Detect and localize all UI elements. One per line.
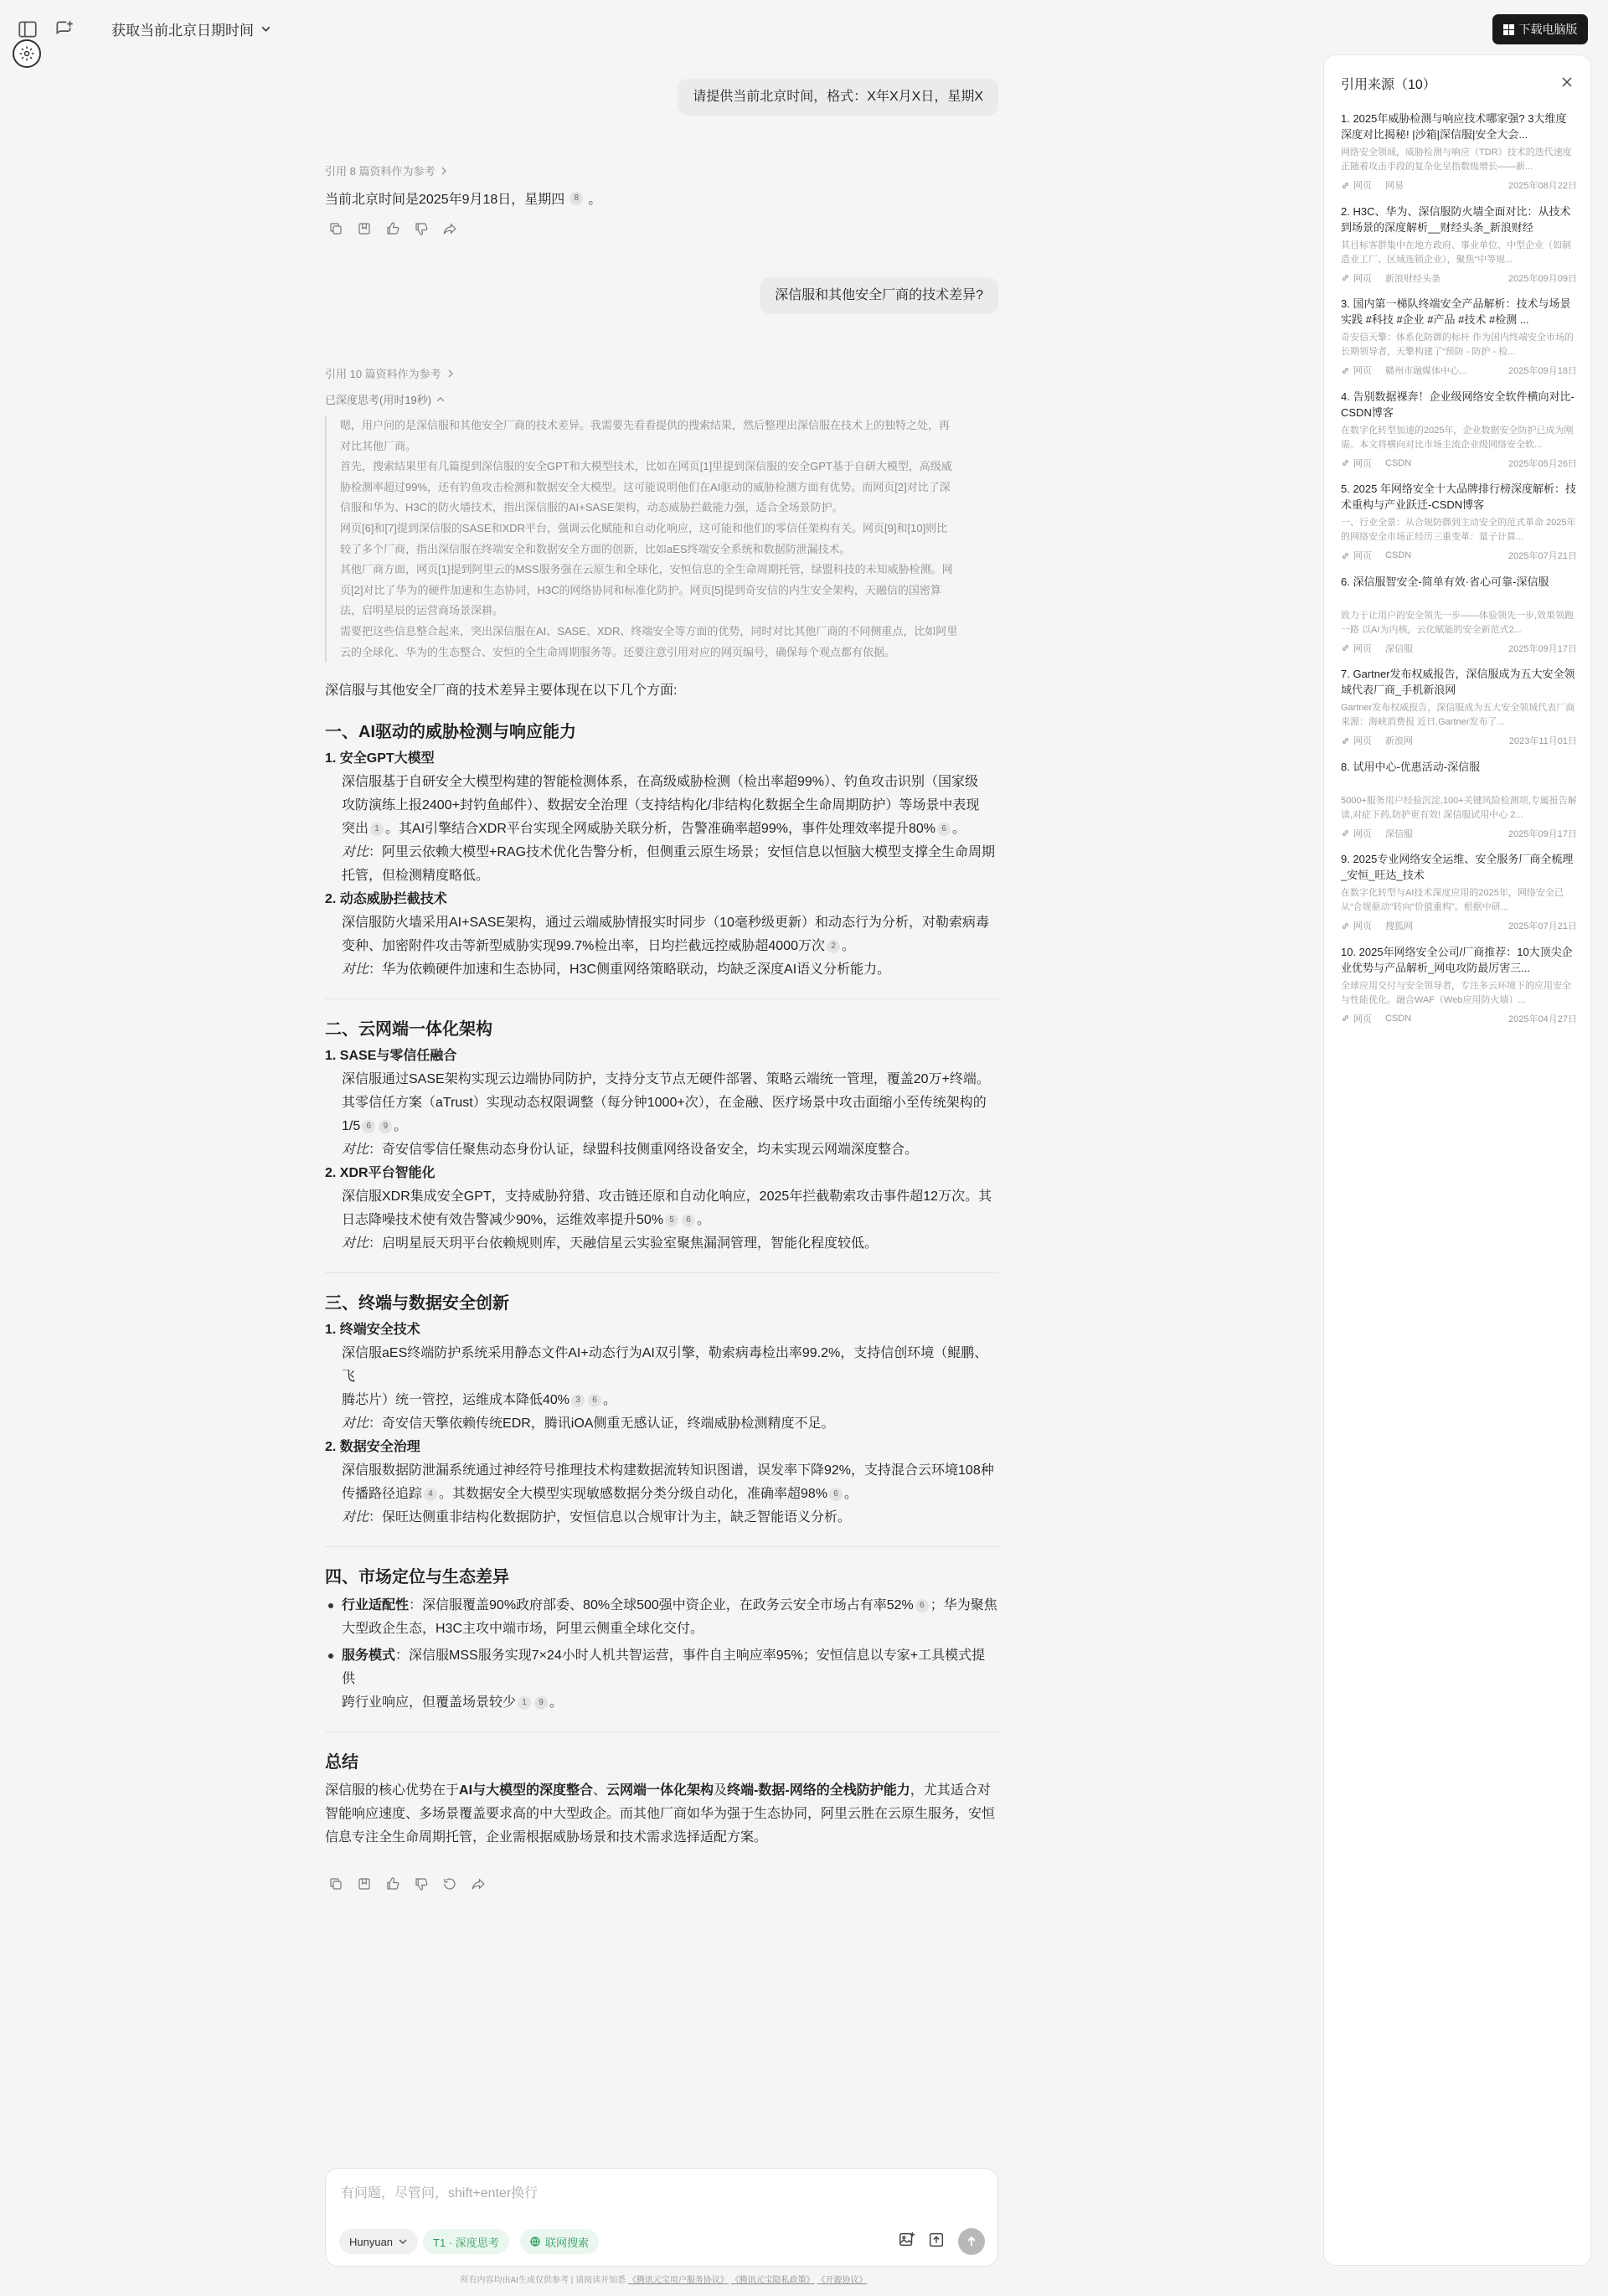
thinking-line: 其他厂商方面，网页[1]提到阿里云的MSS服务强在云原生和全球化，安恒信息的全生命周期托管，绿盟科技的未知威胁检测。网 bbox=[340, 563, 953, 576]
citation-badge[interactable]: 9 bbox=[379, 1120, 392, 1133]
references-toggle-1[interactable] bbox=[325, 163, 448, 178]
source-title[interactable]: 6. 深信服智安全-简单有效·省心可靠-深信服 bbox=[1341, 575, 1549, 588]
footer-disclaimer bbox=[0, 2273, 1327, 2285]
bookmark-icon[interactable] bbox=[357, 221, 374, 238]
item-text: 深信服数据防泄漏系统通过神经符号推理技术构建数据流转知识图谱，误发率下降92%，支持混合云环境108种 bbox=[342, 1463, 994, 1478]
link-icon bbox=[1341, 1014, 1353, 1023]
source-title[interactable]: 2. H3C、华为、深信服防火墙全面对比：从技术到场景的深度解析__财经头条_新浪财经 bbox=[1341, 204, 1571, 234]
windows-icon bbox=[1503, 24, 1514, 35]
download-desktop-button[interactable] bbox=[1492, 14, 1588, 44]
assistant-answer-2 bbox=[325, 679, 998, 1850]
source-site: 深信服 bbox=[1385, 643, 1413, 654]
source-date: 2025年05月26日 bbox=[1508, 458, 1577, 469]
section-heading: 三、终端与数据安全创新 bbox=[325, 1294, 509, 1313]
link-icon bbox=[1341, 273, 1353, 282]
source-meta bbox=[1341, 827, 1577, 840]
link-icon bbox=[1341, 458, 1353, 467]
source-type: 网页 bbox=[1353, 643, 1372, 654]
item-text: 深信服防火墙采用AI+SASE架构，通过云端威胁情报实时同步（10毫秒级更新）和动态行为分析，对勒索病毒 bbox=[342, 916, 989, 930]
source-date: 2025年09月09日 bbox=[1508, 273, 1577, 284]
section-heading: 总结 bbox=[325, 1753, 358, 1772]
citation-badge[interactable]: 5 bbox=[665, 1214, 678, 1227]
settings-gear-icon[interactable] bbox=[13, 39, 41, 68]
thinking-line: 需要把这些信息整合起来，突出深信服在AI、SASE、XDR、终端安全等方面的优势，同时对比其他厂商的不同侧重点，比如阿里 bbox=[340, 624, 958, 637]
model-selector[interactable] bbox=[339, 2229, 418, 2254]
source-site: 赣州市融媒体中心... bbox=[1385, 366, 1467, 376]
citation-badge[interactable]: 6 bbox=[915, 1599, 929, 1612]
references-label: 引用 10 篇资料作为参考 bbox=[325, 368, 441, 380]
opensource-link[interactable]: 《开源协议》 bbox=[817, 2276, 868, 2285]
item-heading: 2. XDR平台智能化 bbox=[325, 1166, 436, 1180]
bullet-item: 服务模式：深信服MSS服务实现7×24小时人机共智运营，事件自主响应率95%；安恒信息以专家+工具模式提供 跨行业响应，但覆盖场景较少 1 9 。 bbox=[325, 1644, 998, 1715]
download-label: 下载电脑版 bbox=[1518, 23, 1578, 36]
file-upload-icon[interactable] bbox=[927, 2231, 947, 2251]
chevron-right-icon bbox=[440, 167, 448, 175]
item-text: 日志降噪技术使有效告警减少90%，运维效率提升50% 5 6 。 bbox=[342, 1213, 711, 1227]
top-bar bbox=[0, 0, 1608, 60]
chevron-up-icon bbox=[436, 395, 445, 404]
citation-badge[interactable]: 6 bbox=[588, 1394, 601, 1407]
share-icon[interactable] bbox=[471, 1876, 487, 1893]
source-date: 2025年09月18日 bbox=[1508, 366, 1577, 376]
source-snippet: 致力于让用户的安全领先一步——体验领先一步,效果领跑一路 以AI为内核，云化赋能的安全新范式2... bbox=[1341, 610, 1574, 635]
thumbs-down-icon[interactable] bbox=[414, 221, 430, 238]
source-meta bbox=[1341, 364, 1577, 377]
section-divider bbox=[325, 1272, 998, 1273]
sources-title: 引用来源（10） bbox=[1341, 78, 1436, 92]
source-item[interactable] bbox=[1341, 481, 1577, 562]
citation-badge[interactable]: 8 bbox=[570, 192, 583, 205]
comparison-text: 对比：华为依赖硬件加速和生态协同，H3C侧重网络策略联动，均缺乏深度AI语义分析能力。 bbox=[342, 962, 891, 977]
regenerate-icon[interactable] bbox=[442, 1876, 459, 1893]
thinking-line: 胁检测率超过99%，还有钓鱼攻击检测和数据安全大模型。这可能说明他们在AI驱动的威胁检测方面有优势。而网页[2]对比了深 bbox=[340, 480, 951, 493]
source-type: 网页 bbox=[1353, 551, 1372, 561]
sources-panel bbox=[1323, 54, 1591, 2266]
thinking-line: 较了多个厂商，指出深信服在终端安全和数据安全方面的创新，比如aES终端安全系统和数据防泄漏技术。 bbox=[340, 542, 851, 555]
source-item[interactable] bbox=[1341, 389, 1577, 470]
item-text: 深信服基于自研安全大模型构建的智能检测体系，在高级威胁检测（检出率超99%）、钓鱼攻击识别（国家级 bbox=[342, 775, 979, 789]
image-upload-icon[interactable] bbox=[898, 2231, 918, 2251]
thinking-line: 网页[6]和[7]提到深信服的SASE和XDR平台，强调云化赋能和自动化响应，这可能和他们的零信任架构有关。网页[9]和[10]则比 bbox=[340, 521, 948, 534]
item-text: 其零信任方案（aTrust）实现动态权限调整（每分钟1000+次），在金融、医疗场景中攻击面缩小至传统架构的 bbox=[342, 1096, 987, 1110]
answer-actions-1 bbox=[328, 221, 459, 238]
link-icon bbox=[1341, 736, 1353, 746]
thinking-line: 云的全球化、华为的生态整合、安恒的全生命周期服务等。还要注意引用对应的网页编号，确保每个观点都有依据。 bbox=[340, 645, 896, 658]
item-text: 腾芯片）统一管控，运维成本降低40% 3 6 。 bbox=[342, 1393, 617, 1407]
disclaimer-text: 所有内容均由AI生成仅供参考 | 请阅读并知悉 bbox=[460, 2276, 626, 2285]
terms-link[interactable]: 《腾讯元宝用户服务协议》 bbox=[627, 2276, 729, 2285]
item-text: 传播路径追踪 4 。其数据安全大模型实现敏感数据分类分级自动化，准确率超98% 6 。 bbox=[342, 1487, 858, 1501]
citation-badge[interactable]: 6 bbox=[362, 1120, 375, 1133]
source-type: 网页 bbox=[1353, 366, 1372, 376]
source-type: 网页 bbox=[1353, 458, 1372, 469]
chevron-right-icon bbox=[446, 369, 455, 378]
source-snippet: 5000+服务用户经验沉淀,100+关键风险检测项,专属报告解读,对症下药,防护更有效! 深信服试用中心 2... bbox=[1341, 795, 1577, 820]
comparison-text: 托管，但检测精度略低。 bbox=[342, 869, 490, 883]
web-search-label: 联网搜索 bbox=[545, 2236, 590, 2249]
send-button[interactable] bbox=[958, 2228, 985, 2255]
references-toggle-2[interactable] bbox=[325, 365, 455, 381]
comparison-text: 对比：阿里云依赖大模型+RAG技术优化告警分析，但侧重云原生场景；安恒信息以恒脑大模型支撑全生命周期 bbox=[342, 845, 996, 859]
new-chat-icon[interactable] bbox=[54, 18, 75, 40]
source-meta bbox=[1341, 549, 1577, 562]
source-type: 网页 bbox=[1353, 736, 1372, 746]
source-snippet: 网络安全领域，威胁检测与响应（TDR）技术的迭代速度正随着攻击手段的复杂化呈指数级增长——新... bbox=[1341, 147, 1572, 172]
item-heading: 1. SASE与零信任融合 bbox=[325, 1049, 457, 1063]
user-message-2: 深信服和其他安全厂商的技术差异? bbox=[760, 277, 998, 314]
citation-badge[interactable]: 1 bbox=[370, 823, 384, 836]
citation-badge[interactable]: 6 bbox=[682, 1214, 695, 1227]
link-icon bbox=[1341, 921, 1353, 931]
answer-punct: 。 bbox=[588, 193, 602, 207]
copy-icon[interactable] bbox=[328, 221, 345, 238]
source-title[interactable]: 7. Gartner发布权威报告，深信服成为五大安全领域代表厂商_手机新浪网 bbox=[1341, 668, 1575, 696]
citation-badge[interactable]: 1 bbox=[518, 1696, 531, 1710]
summary-text: 深信服的核心优势在于AI与大模型的深度整合、云网端一体化架构及终端-数据-网络的全栈防护能力，尤其适合对 bbox=[325, 1783, 991, 1798]
source-meta bbox=[1341, 457, 1577, 470]
item-text: 1/5 6 9 。 bbox=[342, 1119, 408, 1133]
source-meta bbox=[1341, 271, 1577, 285]
source-meta bbox=[1341, 734, 1577, 747]
item-text: 突出 1 。其AI引擎结合XDR平台实现全网威胁关联分析，告警准确率超99%，事件处理效率提升80% 6 。 bbox=[342, 822, 966, 836]
thinking-line: 法，启明星辰的运营商场景深耕。 bbox=[340, 604, 504, 617]
source-site: CSDN bbox=[1385, 1013, 1412, 1024]
close-icon[interactable] bbox=[1560, 75, 1574, 89]
item-text: 攻防演练上报2400+封钓鱼邮件）、数据安全治理（支持结构化/非结构化数据全生命周期防护）等场景中表现 bbox=[342, 798, 980, 813]
references-label: 引用 8 篇资料作为参考 bbox=[325, 165, 436, 178]
share-icon[interactable] bbox=[442, 221, 459, 238]
send-arrow-icon bbox=[965, 2235, 978, 2248]
thinking-process bbox=[325, 415, 998, 663]
privacy-link[interactable]: 《腾讯元宝隐私政策》 bbox=[730, 2276, 815, 2285]
assistant-answer-1 bbox=[325, 188, 601, 208]
source-item[interactable] bbox=[1341, 851, 1577, 932]
source-snippet: 一、行业全景：从合规防御到主动安全的范式革命 2025年的网络安全市场正经历三重变革：量子计算... bbox=[1341, 518, 1576, 542]
source-title[interactable]: 8. 试用中心-优惠活动-深信服 bbox=[1341, 760, 1481, 773]
thinking-line: 页[2]对比了华为的硬件加速和生态协同，H3C的网络协同和标准化防护。网页[5]提到奇安信的内生安全架构，天融信的国密算 bbox=[340, 583, 941, 596]
sidebar-toggle-icon[interactable] bbox=[17, 18, 39, 40]
source-date: 2025年09月17日 bbox=[1508, 643, 1577, 654]
answer-intro: 深信服与其他安全厂商的技术差异主要体现在以下几个方面: bbox=[325, 684, 678, 698]
thinking-line: 信服和华为、H3C的防火墙技术，指出深信服的AI+SASE架构，动态威胁拦截能力强，适合全场景防护。 bbox=[340, 501, 843, 514]
source-site: 新浪网 bbox=[1385, 736, 1413, 746]
source-title[interactable]: 4. 告别数据裸奔！企业级网络安全软件横向对比-CSDN博客 bbox=[1341, 390, 1574, 419]
source-type: 网页 bbox=[1353, 1014, 1372, 1024]
globe-icon bbox=[530, 2237, 540, 2247]
chat-input-box[interactable] bbox=[325, 2168, 998, 2267]
source-meta bbox=[1341, 642, 1577, 655]
deep-thinking-label: 已深度思考(用时19秒) bbox=[325, 394, 432, 406]
source-snippet: Gartner发布权威报告，深信服成为五大安全领域代表厂商 来源：海峡消费报 近日,Gartner发布了... bbox=[1341, 703, 1575, 727]
comparison-text: 对比：启明星辰天玥平台依赖规则库，天融信星云实验室聚焦漏洞管理，智能化程度较低。 bbox=[342, 1236, 879, 1251]
link-icon bbox=[1341, 366, 1353, 375]
citation-badge[interactable]: 6 bbox=[829, 1488, 843, 1501]
source-type: 网页 bbox=[1353, 921, 1372, 931]
source-title[interactable]: 3. 国内第一梯队终端安全产品解析：技术与场景实践 #科技 #企业 #产品 #技术 #检测 ... bbox=[1341, 297, 1571, 326]
user-message-1: 请提供当前北京时间，格式：X年X月X日，星期X bbox=[678, 79, 998, 116]
item-heading: 2. 动态威胁拦截技术 bbox=[325, 892, 447, 906]
source-site: 新浪财经头条 bbox=[1385, 273, 1440, 284]
source-item[interactable] bbox=[1341, 204, 1577, 285]
thinking-line: 对比其他厂商。 bbox=[340, 439, 417, 452]
section-heading: 一、AI驱动的威胁检测与响应能力 bbox=[325, 723, 576, 741]
link-icon bbox=[1341, 551, 1353, 560]
citation-badge[interactable]: 4 bbox=[424, 1488, 437, 1501]
item-heading: 1. 安全GPT大模型 bbox=[325, 751, 435, 766]
source-date: 2025年07月21日 bbox=[1508, 921, 1577, 931]
source-snippet: 奇安信天擎：体系化防御的标杆 作为国内终端安全市场的长期领导者，天擎构建了“预防 - 防护 - 检... bbox=[1341, 333, 1574, 357]
source-item[interactable] bbox=[1341, 574, 1577, 655]
bullet-item: 行业适配性：深信服覆盖90%政府部委、80%全球500强中资企业，在政务云安全市场占有率52% 6 ；华为聚焦 大型政企生态，H3C主攻中端市场，阿里云侧重全球化交付。 bbox=[325, 1594, 998, 1641]
link-icon bbox=[1341, 181, 1353, 190]
source-item[interactable] bbox=[1341, 759, 1577, 840]
source-site: CSDN bbox=[1385, 457, 1412, 468]
item-text: 深信服aES终端防护系统采用静态文件AI+动态行为AI双引擎，勒索病毒检出率99.2%，支持信创环境（鲲鹏、飞 bbox=[342, 1346, 988, 1384]
item-text: 深信服XDR集成安全GPT，支持威胁狩猎、攻击链还原和自动化响应，2025年拦截勒索攻击事件超12万次。其 bbox=[342, 1189, 992, 1204]
comparison-text: 对比：奇安信天擎依赖传统EDR，腾讯iOA侧重无感认证，终端威胁检测精度不足。 bbox=[342, 1416, 835, 1431]
link-icon bbox=[1341, 828, 1353, 838]
copy-icon[interactable] bbox=[328, 1876, 345, 1893]
link-icon bbox=[1341, 643, 1353, 653]
source-date: 2025年09月17日 bbox=[1508, 828, 1577, 839]
comparison-text: 对比：保旺达侧重非结构化数据防护，安恒信息以合规审计为主，缺乏智能语义分析。 bbox=[342, 1510, 852, 1525]
source-site: CSDN bbox=[1385, 550, 1412, 560]
source-item[interactable] bbox=[1341, 296, 1577, 377]
item-text: 深信服通过SASE架构实现云边端协同防护，支持分支节点无硬件部署、策略云端统一管理，覆盖20万+终端。 bbox=[342, 1072, 990, 1086]
chat-input-placeholder[interactable]: 有问题，尽管问，shift+enter换行 bbox=[341, 2186, 539, 2201]
section-divider bbox=[325, 1546, 998, 1547]
thumbs-up-icon[interactable] bbox=[385, 221, 402, 238]
source-date: 2023年11月01日 bbox=[1508, 736, 1577, 746]
web-search-toggle[interactable] bbox=[520, 2229, 599, 2254]
conversation-title-text: 获取当前北京日期时间 bbox=[111, 23, 254, 39]
source-date: 2025年04月27日 bbox=[1508, 1014, 1577, 1024]
source-date: 2025年07月21日 bbox=[1508, 551, 1577, 561]
thumbs-down-icon[interactable] bbox=[414, 1876, 430, 1893]
deep-think-label: T1 · 深度思考 bbox=[433, 2236, 499, 2249]
source-snippet: 在数字化转型加速的2025年，企业数据安全防护已成为刚需。本文将横向对比市场主流企业级网络安全软... bbox=[1341, 425, 1574, 450]
source-site: 搜狐网 bbox=[1385, 921, 1413, 931]
source-item[interactable] bbox=[1341, 944, 1577, 1025]
source-meta bbox=[1341, 919, 1577, 932]
source-title[interactable]: 9. 2025专业网络安全运维、安全服务厂商全梳理_安恒_旺达_技术 bbox=[1341, 853, 1574, 881]
answer-actions-2 bbox=[328, 1876, 487, 1893]
source-item[interactable] bbox=[1341, 111, 1577, 192]
source-site: 网易 bbox=[1385, 181, 1404, 191]
citation-badge[interactable]: 2 bbox=[827, 940, 840, 953]
deep-think-toggle[interactable] bbox=[423, 2229, 509, 2254]
model-name: Hunyuan bbox=[349, 2235, 394, 2248]
section-heading: 二、云网端一体化架构 bbox=[325, 1020, 492, 1039]
source-title[interactable]: 1. 2025年威胁检测与响应技术哪家强? 3大维度深度对比揭秘! |沙箱|深信服|安全大会... bbox=[1341, 112, 1567, 141]
summary-text: 智能响应速度、多场景覆盖要求高的中大型政企。而其他厂商如华为强于生态协同，阿里云胜在云原生服务，安恒 bbox=[325, 1807, 996, 1821]
source-title[interactable]: 10. 2025年网络安全公司/厂商推荐：10大顶尖企业优势与产品解析_网电攻防最厉害三... bbox=[1341, 945, 1573, 974]
thinking-line: 嗯，用户问的是深信服和其他安全厂商的技术差异。我需要先看看提供的搜索结果，然后整理出深信服在技术上的独特之处，再 bbox=[340, 419, 951, 431]
source-meta bbox=[1341, 178, 1577, 192]
comparison-text: 对比：奇安信零信任聚焦动态身份认证，绿盟科技侧重网络设备安全，均未实现云网端深度整合。 bbox=[342, 1143, 919, 1157]
source-title[interactable]: 5. 2025 年网络安全十大品牌排行榜深度解析：技术重构与产业跃迁-CSDN博客 bbox=[1341, 482, 1576, 511]
bookmark-icon[interactable] bbox=[357, 1876, 374, 1893]
answer-text: 当前北京时间是2025年9月18日，星期四 bbox=[325, 193, 565, 207]
source-date: 2025年08月22日 bbox=[1508, 181, 1577, 191]
chevron-down-icon bbox=[260, 23, 271, 34]
source-snippet: 在数字化转型与AI技术深度应用的2025年，网络安全已从“合规驱动”转向“价值重构”。根据中研... bbox=[1341, 888, 1564, 912]
source-type: 网页 bbox=[1353, 828, 1372, 839]
item-heading: 1. 终端安全技术 bbox=[325, 1323, 420, 1337]
chevron-down-icon bbox=[398, 2237, 408, 2247]
citation-badge[interactable]: 9 bbox=[534, 1696, 548, 1710]
section-divider bbox=[325, 1731, 998, 1732]
citation-badge[interactable]: 6 bbox=[937, 823, 951, 836]
source-type: 网页 bbox=[1353, 181, 1372, 191]
source-type: 网页 bbox=[1353, 273, 1372, 284]
item-text: 变种、加密附件攻击等新型威胁实现99.7%检出率，日均拦截远控威胁超4000万次 2 。 bbox=[342, 939, 855, 953]
section-divider bbox=[325, 998, 998, 999]
source-item[interactable] bbox=[1341, 666, 1577, 747]
source-site: 深信服 bbox=[1385, 828, 1413, 839]
summary-text: 信息专注全生命周期托管，企业需根据威胁场景和技术需求选择适配方案。 bbox=[325, 1830, 768, 1845]
conversation-title[interactable] bbox=[111, 18, 271, 39]
citation-badge[interactable]: 3 bbox=[571, 1394, 585, 1407]
item-heading: 2. 数据安全治理 bbox=[325, 1440, 420, 1454]
thinking-line: 首先，搜索结果里有几篇提到深信服的安全GPT和大模型技术，比如在网页[1]里提到深信服的安全GPT基于自研大模型，高级威 bbox=[340, 460, 952, 473]
deep-thinking-toggle[interactable] bbox=[325, 391, 445, 407]
thumbs-up-icon[interactable] bbox=[385, 1876, 402, 1893]
source-meta bbox=[1341, 1012, 1577, 1025]
section-heading: 四、市场定位与生态差异 bbox=[325, 1568, 509, 1587]
source-snippet: 全球应用交付与安全领导者，专注多云环境下的应用安全与性能优化。融合WAF（Web应用防火墙）... bbox=[1341, 980, 1571, 1005]
source-snippet: 其目标客群集中在地方政府、事业单位、中型企业（如制造业工厂、区域连锁企业），聚焦“中等规... bbox=[1341, 240, 1571, 265]
